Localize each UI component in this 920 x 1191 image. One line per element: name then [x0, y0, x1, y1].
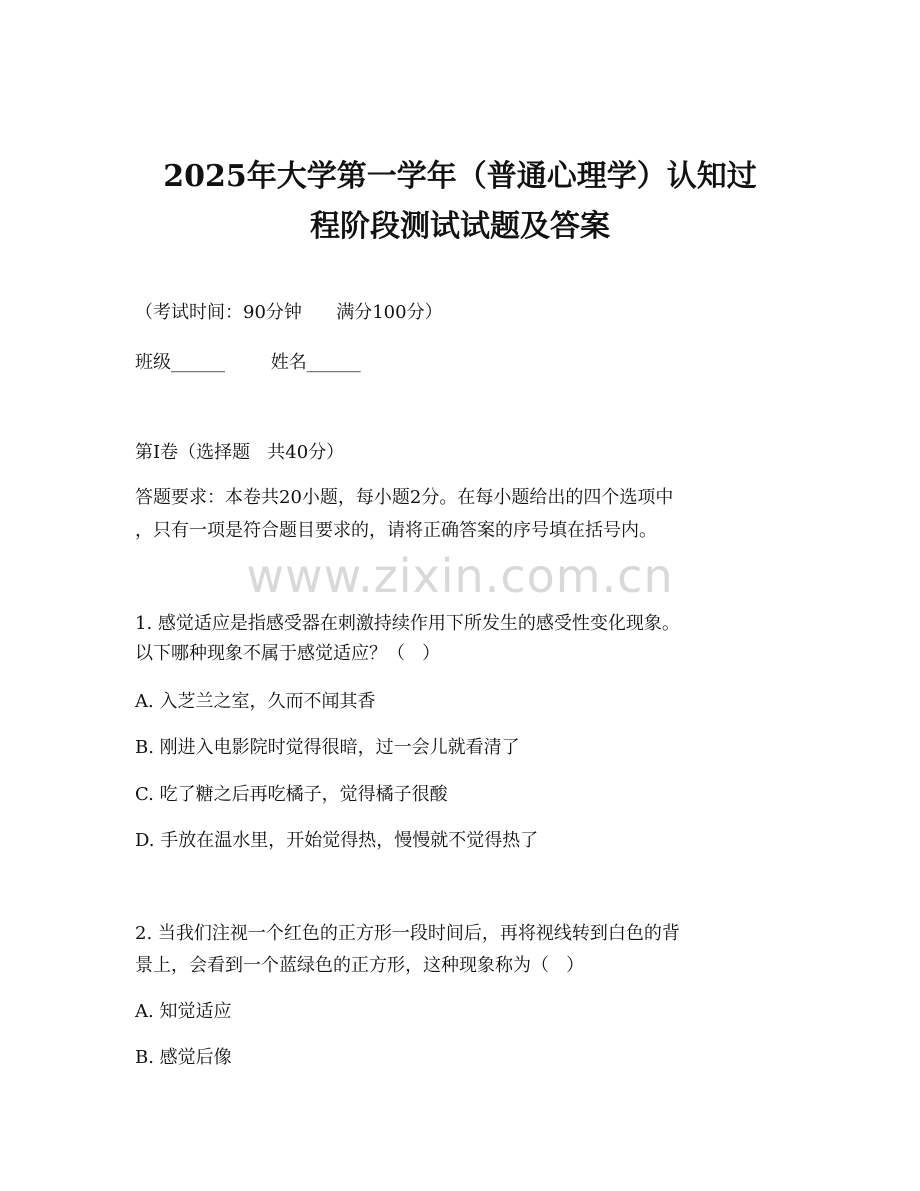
document-title-line-1: 2025年大学第一学年（普通心理学）认知过 [163, 159, 757, 194]
document-title-line-2: 程阶段测试试题及答案 [310, 209, 610, 244]
question-2-stem-line-1: 2. 当我们注视一个红色的正方形一段时间后，再将视线转到白色的背 [135, 923, 680, 944]
instructions-line-2: ，只有一项是符合题目要求的，请将正确答案的序号填在括号内。 [135, 520, 657, 541]
question-1-option-a: A. 入芝兰之室，久而不闻其香 [135, 691, 376, 712]
question-1-option-d: D. 手放在温水里，开始觉得热，慢慢就不觉得热了 [135, 830, 539, 851]
question-1-option-c: C. 吃了糖之后再吃橘子，觉得橘子很酸 [135, 784, 448, 805]
question-2-stem-line-2: 景上，会看到一个蓝绿色的正方形，这种现象称为（ ） [135, 955, 585, 976]
instructions-line-1: 答题要求：本卷共20小题，每小题2分。在每小题给出的四个选项中 [135, 487, 674, 508]
question-1-stem-line-1: 1. 感觉适应是指感受器在刺激持续作用下所发生的感受性变化现象。 [135, 613, 680, 634]
question-1-stem-line-2: 以下哪种现象不属于感觉适应？（ ） [135, 643, 441, 664]
question-2-option-a: A. 知觉适应 [135, 1001, 232, 1022]
question-1-option-b: B. 刚进入电影院时觉得很暗，过一会儿就看清了 [135, 737, 520, 758]
exam-info: （考试时间：90分钟 满分100分） [135, 302, 443, 323]
watermark: www.zixin.com.cn [246, 549, 674, 603]
question-2-option-b: B. 感觉后像 [135, 1047, 232, 1068]
class-name-fields: 班级______ 姓名______ [135, 352, 361, 373]
section-heading: 第Ⅰ卷（选择题 共40分） [135, 442, 345, 463]
